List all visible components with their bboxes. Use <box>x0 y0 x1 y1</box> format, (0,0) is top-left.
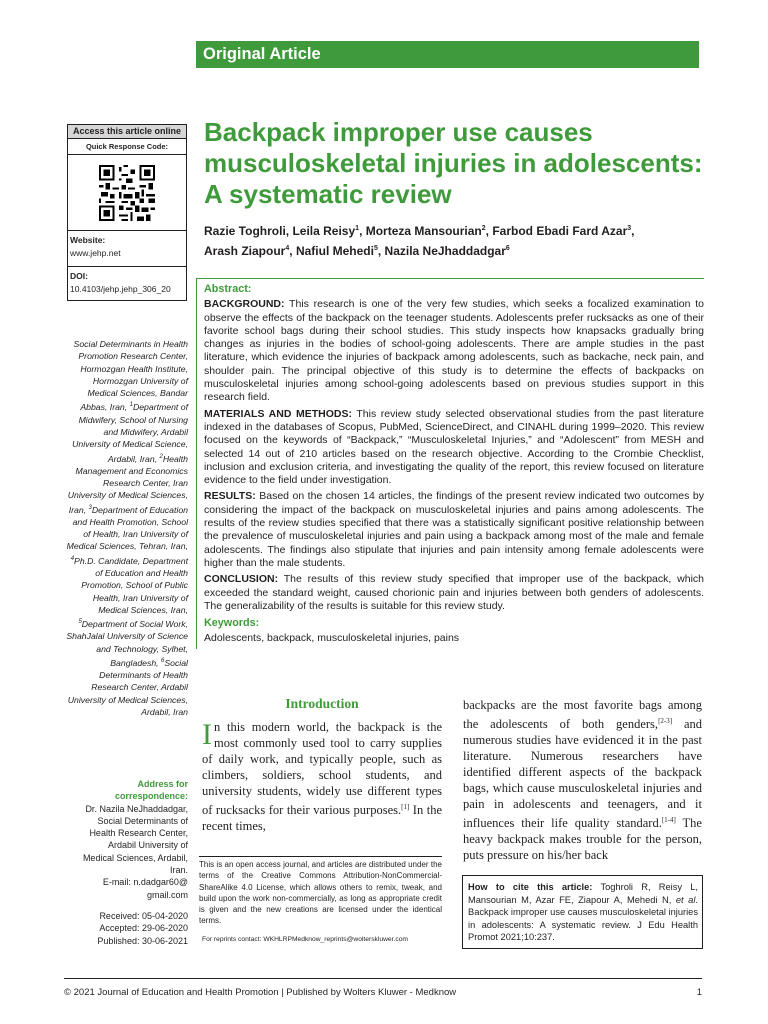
abstract-heading: Abstract: <box>204 283 252 295</box>
article-type-banner: Original Article <box>196 41 699 68</box>
author: Arash Ziapour <box>204 244 286 258</box>
author: Leila Reisy <box>292 224 356 238</box>
access-online-box <box>67 124 187 301</box>
license-notice: This is an open access journal, and articles are distributed under the terms of the Creative Commons Attribution-NonCommercial-ShareAlike 4.0 License, which allows others to remix, tweak, and build upon the work non-commercially, as long as appropriate credit is given and the new creations are licensed under the identical terms. <box>199 856 442 927</box>
abstract-background: BACKGROUND: This research is one of the very few studies, which seeks a focalized examination to observe the effects of the backpack on the teenager students. Adolescents prefer rucksacks as one of their favorite school bags during their school studies. This study inspects how knapsacks gradually bring changes as injuries in the bodies of school-going adolescents. There are ample studies in the past literature, which evidence the injuries of backpack among adolescents, such as backache, neck pain, and shoulder pain. The principal objective of this study is to determine the effects of backpacks on musculoskeletal injuries among school-going adolescents based on previous studies support in this research field. <box>204 298 704 404</box>
author: Razie Toghroli <box>204 224 286 238</box>
page-number: 1 <box>696 987 702 998</box>
received-date: Received: 05-04-2020 <box>99 910 188 921</box>
website-label: Website: <box>70 235 106 245</box>
published-date: Published: 30-06-2021 <box>97 935 188 946</box>
author: Nafiul Mehedi <box>295 244 374 258</box>
drop-cap: I <box>202 718 212 751</box>
keywords-list: Adolescents, backpack, musculoskeletal injuries, pains <box>204 632 460 645</box>
introduction-heading: Introduction <box>285 696 359 711</box>
correspondence: Address for correspondence: Dr. Nazila NeJhaddadgar, Social Determinants of Health Research Center, Ardabil University of Medical Sciences, Ardabil, Iran. E-mail: n.dadgar60@ gmail.com Received: 05-04-2020 Accepted: 29-06-2020 Published: 30-06-2021 <box>64 778 188 947</box>
article-dates <box>64 910 188 947</box>
introduction-paragraph: In this modern world, the backpack is the most commonly used tool to carry supplies of daily work, and typically people, such as climbers, soldiers, school students, and university students, widely use different types of rucksacks for their various purposes.[1] In the recent times, <box>202 718 443 834</box>
doi-link[interactable]: 10.4103/jehp.jehp_306_20 <box>70 284 171 294</box>
citation-ref[interactable]: [1-4] <box>661 816 676 825</box>
page-footer <box>64 987 702 998</box>
author: Nazila NeJhaddadgar <box>384 244 506 258</box>
body-column-right <box>463 697 702 863</box>
doi-label: DOI: <box>70 271 88 281</box>
citation-ref[interactable]: [2-3] <box>658 717 673 725</box>
qr-code-icon[interactable] <box>99 165 155 221</box>
abstract-methods: MATERIALS AND METHODS: This review study selected observational studies from the past literature indexed in the databases of Scopus, PubMed, ScienceDirect, and CINAHL during 1999–2020. This review focused on the keywords of “Backpack,” “Musculoskeletal Injuries,” and “Adolescent” from MESH and selected 14 out of 210 articles based on the research objective. According to the Crombie Checklist, inclusion and exclusion criteria, and investigating the quality of the report, this review focused on literature evidence to the field under investigation. <box>204 407 704 487</box>
accepted-date: Accepted: 29-06-2020 <box>99 923 188 934</box>
citation-ref[interactable]: [1] <box>401 803 410 811</box>
introduction-paragraph-cont: backpacks are the most favorite bags among the adolescents of both genders,[2-3] and numerous studies have evidenced it in the past literature. Numerous researchers have identified different aspects of the backpack bags, which cause musculoskeletal injuries and pain in adolescents and teenagers, and it influences their life quality standard.[1-4] The heavy backpack makes trouble for the person, puts pressure on his/her back <box>463 698 702 863</box>
how-to-cite-box: How to cite this article: Toghroli R, Reisy L, Mansourian M, Azar FE, Ziapour A, Mehedi N, et al. Backpack improper use causes musculoskeletal injuries in adolescents: A systematic review. J Edu Health Promot 2021;10:237. <box>462 875 703 949</box>
author: Farbod Ebadi Fard Azar <box>492 224 628 238</box>
abstract-results: RESULTS: Based on the chosen 14 articles, the findings of the present review indicated two outcomes by considering the impact of the backpack on musculoskeletal injuries and pains among adolescents. The results of the review studies specified that there was a statistically significant positive relationship between the prevalence of musculoskeletal injuries and pain using a backpack among most of the male and female adolescents. The findings also stipulate that injuries and pain intensity among female adolescents were higher than the male students. <box>204 490 704 569</box>
author: Morteza Mansourian <box>365 224 482 238</box>
qr-code-label: Quick Response Code: <box>68 139 186 155</box>
author-list: Razie Toghroli, Leila Reisy$^1$, Morteza Mansourian$^2$, Farbod Ebadi Fard Azar$^3$, Arash Ziapour$^4$, Nafiul Mehedi$^5$, Nazila NeJhaddadgar$^6$ <box>204 224 635 258</box>
website-link[interactable]: www.jehp.net <box>70 248 121 258</box>
body-column-left <box>202 696 442 834</box>
access-online-header: Access this article online <box>68 125 186 139</box>
doi-cell <box>68 267 186 300</box>
footer-divider <box>64 978 702 979</box>
article-title: Backpack improper use causes musculoskeletal injuries in adolescents: A systematic review <box>204 117 703 209</box>
reprints-contact: For reprints contact: WKHLRPMedknow_reprints@wolterskluwer.com <box>202 936 408 943</box>
abstract-box <box>196 278 704 649</box>
qr-code-cell <box>68 155 186 231</box>
abstract-conclusion: CONCLUSION: The results of this review study specified that improper use of the backpack, which exceeded the standard weight, caused chorionic pain and injuries between both genders of adolescents. The generalizability of the results is suitable for this review study. <box>204 573 704 612</box>
correspondence-email[interactable]: E-mail: n.dadgar60@ <box>102 877 188 888</box>
affiliations: Social Determinants in Health Promotion Research Center, Hormozgan Health Institute, Hormozgan University of Medical Sciences, Bandar Abbas, Iran, $^1$Department of Midwifery, School of Nursing and Midwifery, Ardabil University of Medical Science, Ardabil, Iran, $^2$Health Management and Economics Research Center, Iran University of Medical Sciences, Iran, $^3$Department of Education and Health Promotion, School of Health, Iran University of Medical Sciences, Tehran, Iran, $^4$Ph.D. Candidate, Department of Education and Health Promotion, School of Public Health, Iran University of Medical Sciences, Iran, $^5$Department of Social Work, ShahJalal University of Science and Technology, Sylhet, Bangladesh, $^6$Social Determinants of Health Research Center, Ardabil University of Medical Sciences, Ardabil, Iran <box>66 339 188 717</box>
correspondence-label: Address for correspondence: <box>114 779 188 802</box>
website-cell <box>68 231 186 267</box>
reprints-email[interactable]: WKHLRPMedknow_reprints@wolterskluwer.com <box>261 936 408 943</box>
keywords-heading: Keywords: <box>204 617 260 630</box>
footer-copyright: © 2021 Journal of Education and Health Promotion | Published by Wolters Kluwer - Medknow <box>64 987 457 998</box>
